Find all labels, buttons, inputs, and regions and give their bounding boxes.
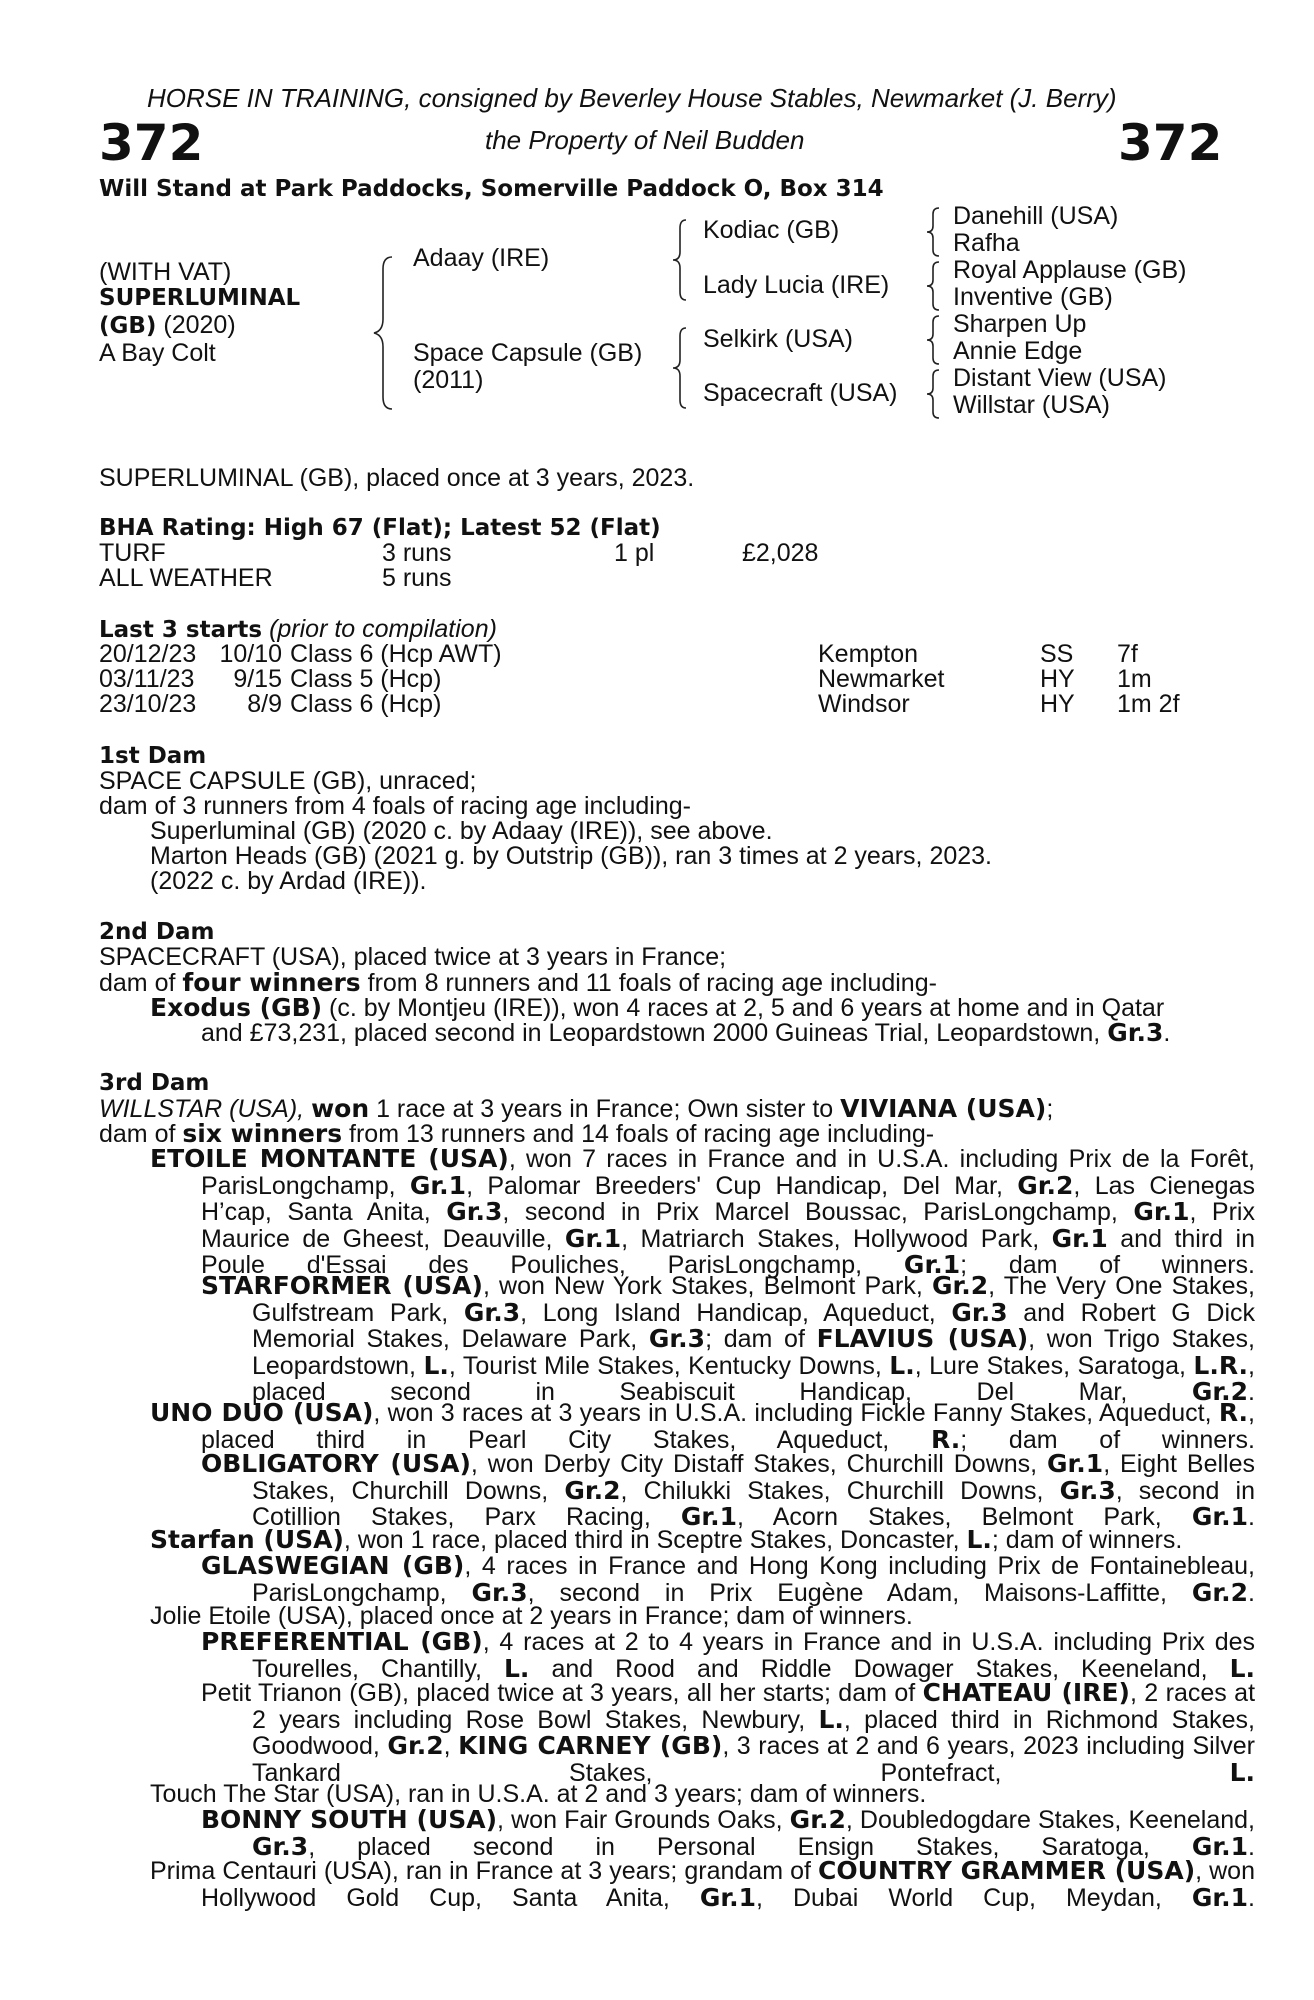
first-dam-produce: (2022 c. by Ardad (IRE)).: [150, 867, 427, 895]
first-dam-line: dam of 3 runners from 4 foals of racing age including-: [99, 792, 691, 820]
entry-uno-duo: UNO DUO (USA), won 3 races at 3 years in U.S.A. including Fickle Fanny Stakes, Aqueduct, R., placed third in Pearl City Stakes, Aqueduct, R.; dam of winners.: [150, 1398, 1255, 1454]
horse-description: A Bay Colt: [99, 339, 216, 367]
rating-turf-runs: 3 runs: [382, 539, 452, 567]
horse-name: UNO DUO (USA): [150, 1398, 374, 1427]
start-distance: 1m 2f: [1117, 690, 1180, 718]
rating-turf-placed: 1 pl: [614, 539, 655, 567]
start-date: 03/11/23: [99, 665, 195, 693]
first-dam-produce: Superluminal (GB) (2020 c. by Adaay (IRE)), see above.: [150, 817, 773, 845]
entry-bonny-south: BONNY SOUTH (USA), won Fair Grounds Oaks, Gr.2, Doubledogdare Stakes, Keeneland, Gr.3, placed second in Personal Ensign Stakes, Saratoga, Gr.1.: [201, 1805, 1255, 1861]
start-course: Windsor: [818, 690, 910, 718]
rating-turf-prize: £2,028: [742, 539, 819, 567]
last-starts-heading: Last 3 starts: [99, 617, 263, 643]
entry-jolie-etoile: Jolie Etoile (USA), placed once at 2 years in France; dam of winners.: [150, 1602, 913, 1630]
start-distance: 1m: [1117, 665, 1152, 693]
winners-count: six winners: [182, 1119, 343, 1148]
lot-number-right: 372: [1118, 114, 1223, 172]
start-going: SS: [1040, 640, 1074, 668]
horse-origin-year: [99, 313, 236, 340]
entry-touch-the-star: Touch The Star (USA), ran in U.S.A. at 2 and 3 years; dam of winners.: [150, 1780, 927, 1808]
pedigree-brace-sd: [924, 260, 942, 312]
horse-name: STARFORMER (USA): [201, 1271, 483, 1300]
second-dam-produce: and £73,231, placed second in Leopardstown 2000 Guineas Trial, Leopardstown, Gr.3.: [201, 1018, 1171, 1047]
second-dam-title: 2nd Dam: [99, 919, 215, 945]
pedigree-ds-dam: Annie Edge: [953, 337, 1083, 365]
rating-aw-surface: ALL WEATHER: [99, 564, 273, 592]
second-dam-line: SPACECRAFT (USA), placed twice at 3 years in France;: [99, 943, 727, 971]
horse-name: CHATEAU (IRE): [922, 1678, 1130, 1707]
horse-name: BONNY SOUTH (USA): [201, 1805, 498, 1834]
start-date: 20/12/23: [99, 640, 197, 668]
pedigree-brace-ss: [924, 206, 942, 258]
pedigree-dam-dam: Spacecraft (USA): [703, 379, 898, 407]
horse-name: PREFERENTIAL (GB): [201, 1627, 483, 1656]
start-class: Class 6 (Hcp): [290, 690, 442, 718]
entry-starformer: STARFORMER (USA), won New York Stakes, Belmont Park, Gr.2, The Very One Stakes, Gulfstream Park, Gr.3, Long Island Handicap, Aqueduct, Gr.3 and Robert G Dick Memorial Stakes, Delaware Park, Gr.3; dam of FLAVIUS (USA), won Trigo Stakes, Leopardstown, L., Tourist Mile Stakes, Kentucky Downs, L., Lure Stakes, Saratoga, L.R., placed second in Seabiscuit Handicap, Del Mar, Gr.2.: [201, 1271, 1256, 1407]
pedigree-brace-sire: [670, 218, 690, 302]
pedigree-sire-dam: Lady Lucia (IRE): [703, 271, 890, 299]
third-dam-title: 3rd Dam: [99, 1070, 210, 1096]
lot-number-left: 372: [99, 114, 204, 172]
start-position: 10/10: [219, 640, 282, 668]
pedigree-ss-dam: Rafha: [953, 229, 1020, 257]
horse-name: ETOILE MONTANTE (USA): [150, 1144, 509, 1173]
race-summary: SUPERLUMINAL (GB), placed once at 3 years, 2023.: [99, 464, 695, 492]
winners-count: four winners: [182, 968, 361, 997]
first-dam-produce: Marton Heads (GB) (2021 g. by Outstrip (GB)), ran 3 times at 2 years, 2023.: [150, 842, 993, 870]
second-dam-line: dam of four winners from 8 runners and 11 foals of racing age including-: [99, 968, 937, 997]
pedigree-dd-dam: Willstar (USA): [953, 391, 1110, 419]
entry-preferential: PREFERENTIAL (GB), 4 races at 2 to 4 years in France and in U.S.A. including Prix des Tourelles, Chantilly, L. and Rood and Riddle Dowager Stakes, Keeneland, L.: [201, 1627, 1256, 1683]
consignor-line: HORSE IN TRAINING, consigned by Beverley House Stables, Newmarket (J. Berry): [147, 83, 1117, 113]
horse-name-exodus: Exodus (GB): [150, 993, 323, 1022]
horse-name: GLASWEGIAN (GB): [201, 1551, 465, 1580]
pedigree-dam-year: (2011): [413, 366, 484, 394]
horse-origin: (GB): [99, 313, 157, 339]
pedigree-dd-sire: Distant View (USA): [953, 364, 1167, 392]
start-course: Newmarket: [818, 665, 945, 693]
start-date: 23/10/23: [99, 690, 197, 718]
third-dam-line: WILLSTAR (USA), won 1 race at 3 years in France; Own sister to VIVIANA (USA);: [99, 1094, 1054, 1123]
rating-turf-surface: TURF: [99, 539, 166, 567]
entry-glaswegian: GLASWEGIAN (GB), 4 races in France and Hong Kong including Prix de Fontainebleau, ParisLongchamp, Gr.3, second in Prix Eugène Adam, Maisons-Laffitte, Gr.2.: [201, 1551, 1255, 1607]
pedigree-ss-sire: Danehill (USA): [953, 202, 1119, 230]
start-class: Class 5 (Hcp): [290, 665, 442, 693]
horse-name: Starfan (USA): [150, 1525, 344, 1554]
start-going: HY: [1040, 690, 1075, 718]
rating-aw-runs: 5 runs: [382, 564, 452, 592]
start-course: Kempton: [818, 640, 919, 668]
entry-etoile-montante: ETOILE MONTANTE (USA), won 7 races in France and in U.S.A. including Prix de la Forêt, ParisLongchamp, Gr.1, Palomar Breeders' Cup Handicap, Del Mar, Gr.2, Las Cienegas H’cap, Santa Anita, Gr.3, second in Prix Marcel Boussac, ParisLongchamp, Gr.1, Prix Maurice de Gheest, Deauville, Gr.1, Matriarch Stakes, Hollywood Park, Gr.1 and third in Poule d'Essai des Pouliches, ParisLongchamp, Gr.1; dam of winners.: [150, 1144, 1256, 1280]
bha-rating-title: BHA Rating: High 67 (Flat); Latest 52 (Flat): [99, 515, 661, 541]
start-going: HY: [1040, 665, 1075, 693]
vat-note: (WITH VAT): [99, 258, 232, 286]
horse-name-viviana: VIVIANA (USA): [840, 1094, 1047, 1123]
horse-name: KING CARNEY (GB): [458, 1731, 723, 1761]
horse-name: FLAVIUS (USA): [816, 1324, 1029, 1354]
pedigree-brace-dd: [924, 368, 942, 420]
pedigree-sd-sire: Royal Applause (GB): [953, 256, 1187, 284]
start-position: 8/9: [247, 690, 282, 718]
entry-prima-centauri: Prima Centauri (USA), ran in France at 3 years; grandam of COUNTRY GRAMMER (USA), won Hollywood Gold Cup, Santa Anita, Gr.1, Dubai World Cup, Meydan, Gr.1.: [150, 1856, 1255, 1912]
pedigree-brace-main: [370, 255, 396, 411]
first-dam-title: 1st Dam: [99, 743, 207, 769]
horse-name: SUPERLUMINAL: [99, 285, 301, 311]
start-distance: 7f: [1117, 640, 1138, 668]
second-dam-produce: Exodus (GB) (c. by Montjeu (IRE)), won 4 races at 2, 5 and 6 years at home and in Qatar: [150, 993, 1165, 1022]
pedigree-dam-sire: Selkirk (USA): [703, 325, 854, 353]
start-class: Class 6 (Hcp AWT): [290, 640, 502, 668]
entry-starfan: Starfan (USA), won 1 race, placed third in Sceptre Stakes, Doncaster, L.; dam of winners.: [150, 1525, 1183, 1554]
pedigree-sd-dam: Inventive (GB): [953, 283, 1113, 311]
pedigree-brace-dam: [670, 326, 690, 410]
pedigree-sire-sire: Kodiac (GB): [703, 216, 840, 244]
entry-petit-trianon: Petit Trianon (GB), placed twice at 3 years, all her starts; dam of CHATEAU (IRE), 2 races at 2 years including Rose Bowl Stakes, Newbury, L., placed third in Richmond Stakes, Goodwood, Gr.2, KING CARNEY (GB), 3 races at 2 and 6 years, 2023 including Silver Tankard Stakes, Pontefract, L.: [201, 1678, 1256, 1787]
pedigree-ds-sire: Sharpen Up: [953, 310, 1087, 338]
first-dam-line: SPACE CAPSULE (GB), unraced;: [99, 767, 477, 795]
pedigree-brace-ds: [924, 314, 942, 366]
horse-name: COUNTRY GRAMMER (USA): [817, 1856, 1196, 1885]
horse-name: OBLIGATORY (USA): [201, 1449, 471, 1478]
pedigree-dam: Space Capsule (GB): [413, 339, 643, 367]
property-line: the Property of Neil Budden: [485, 125, 805, 155]
horse-year: (2020): [156, 311, 236, 339]
pedigree-sire: Adaay (IRE): [413, 244, 550, 272]
entry-obligatory: OBLIGATORY (USA), won Derby City Distaff Stakes, Churchill Downs, Gr.1, Eight Belles Stakes, Churchill Downs, Gr.2, Chilukki Stakes, Churchill Downs, Gr.3, second in Cotillion Stakes, Parx Racing, Gr.1, Acorn Stakes, Belmont Park, Gr.1.: [201, 1449, 1255, 1532]
stand-location: Will Stand at Park Paddocks, Somerville Paddock O, Box 314: [99, 176, 884, 202]
third-dam-line: dam of six winners from 13 runners and 14 foals of racing age including-: [99, 1119, 935, 1148]
last-starts-note: (prior to compilation): [262, 615, 497, 643]
start-position: 9/15: [233, 665, 282, 693]
